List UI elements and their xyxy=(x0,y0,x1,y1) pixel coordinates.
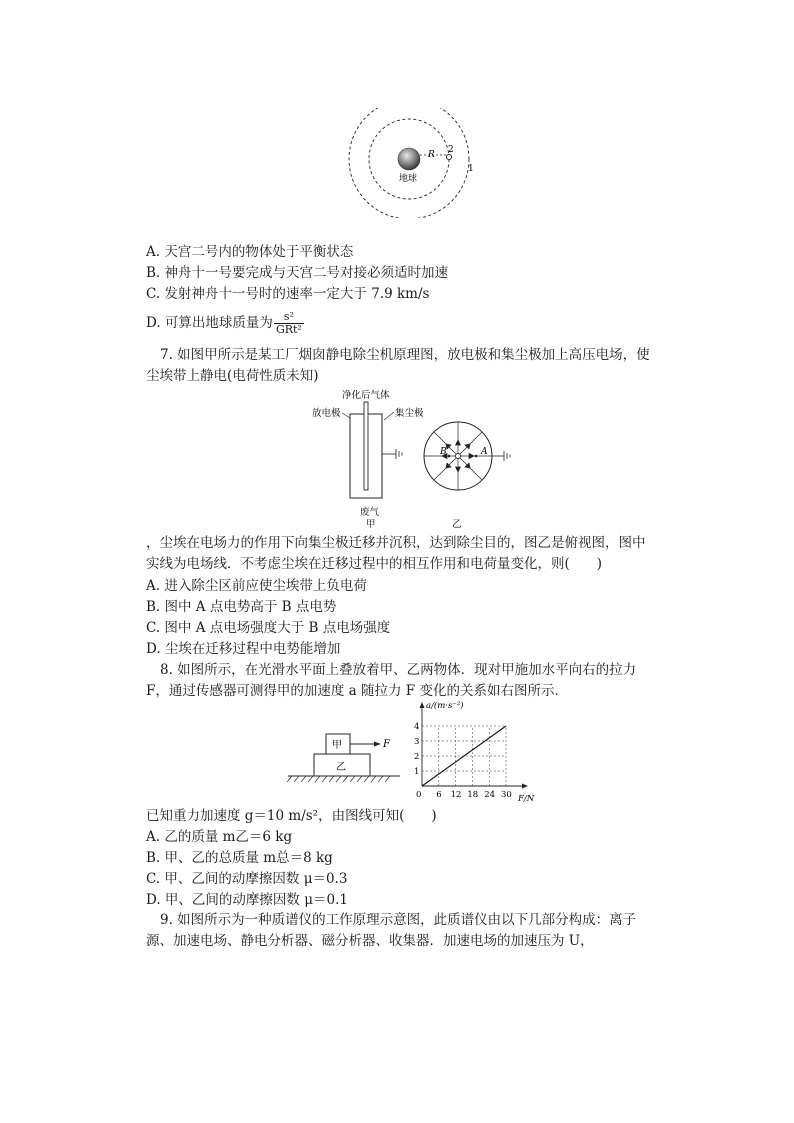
x-tick-label: 18 xyxy=(467,790,479,800)
q7-option-d: D. 尘埃在迁移过程中电势能增加 xyxy=(146,641,341,657)
ground-hatch xyxy=(378,776,383,782)
ground-hatch xyxy=(371,776,376,782)
y-axis-arrow xyxy=(420,702,425,708)
label-earth: 地球 xyxy=(399,174,418,184)
discharge-rod xyxy=(364,402,368,490)
ground-hatch xyxy=(294,776,299,782)
fraction-numerator: s² xyxy=(274,311,304,324)
label-collect: 集尘极 xyxy=(395,408,424,419)
q9-stem: 9. 如图所示为一种质谱仪的工作原理示意图，此质谱仪由以下几部分构成：离子源、加速电场、静电分析器、磁分析器、收集器．加速电场的加速压为 U， xyxy=(146,912,637,949)
x-tick-label: 24 xyxy=(484,790,496,800)
x-tick-label: 30 xyxy=(501,790,512,800)
chart-ylabel: a/(m·s⁻²) xyxy=(426,701,464,711)
earth xyxy=(398,148,420,170)
label-2: 2 xyxy=(448,145,454,155)
ground-hatch xyxy=(350,776,355,782)
ground-hatch xyxy=(357,776,362,782)
ground-hatch xyxy=(336,776,341,782)
y-tick-label: 4 xyxy=(414,722,420,732)
ground-hatch xyxy=(322,776,327,782)
q7-option-c: C. 图中 A 点电场强度大于 B 点电场强度 xyxy=(146,620,391,636)
x-axis-arrow xyxy=(522,784,528,789)
q7-option-b: B. 图中 A 点电势高于 B 点电势 xyxy=(146,599,337,615)
label-waste: 废气 xyxy=(360,507,380,518)
q7-stem-2: ，尘埃在电场力的作用下向集尘极迁移并沉积，达到除尘目的，图乙是俯视图，图中实线为电场线．不考虑尘埃在迁移过程中的相互作用和电荷量变化，则( ) xyxy=(146,535,646,572)
label-R: R xyxy=(428,150,435,160)
ground-hatch xyxy=(287,776,292,782)
q8-option-d: D. 甲、乙间的动摩擦因数 μ＝0.1 xyxy=(146,892,348,908)
q6-option-d-prefix: D. 可算出地球质量为 xyxy=(146,315,273,331)
ground-hatch xyxy=(329,776,334,782)
label-F: F xyxy=(383,739,390,750)
q8-option-b: B. 甲、乙的总质量 m总＝8 kg xyxy=(146,850,333,866)
q8-stem-1: 8. 如图所示，在光滑水平面上叠放着甲、乙两物体．现对甲施加水平向右的拉力 F，通过传感器可测得甲的加速度 a 随拉力 F 变化的关系如右图所示． xyxy=(146,662,637,699)
q8-option-a: A. 乙的质量 m乙＝6 kg xyxy=(146,829,293,845)
ground-hatch xyxy=(315,776,320,782)
ground-hatch xyxy=(301,776,306,782)
spacecraft-marker xyxy=(446,154,451,159)
label-jia-block: 甲 xyxy=(332,740,342,751)
ground-hatch xyxy=(364,776,369,782)
fraction-denominator: GRt² xyxy=(275,323,302,336)
label-yi: 乙 xyxy=(452,519,462,530)
label-clean-gas: 净化后气体 xyxy=(342,390,390,401)
chart-xlabel: F/N xyxy=(518,794,535,804)
ground-hatch xyxy=(343,776,348,782)
mass-fraction xyxy=(274,311,304,336)
q6-option-d xyxy=(146,311,304,336)
y-tick-label: 2 xyxy=(414,752,420,762)
q6-option-b: B. 神舟十一号要完成与天宫二号对接必须适时加速 xyxy=(146,265,449,281)
blocks-figure xyxy=(284,728,404,790)
label-B: B xyxy=(440,447,447,457)
y-tick-label: 3 xyxy=(414,737,420,747)
ground-hatch xyxy=(308,776,313,782)
chart-ticks xyxy=(414,722,512,800)
q7-stem-1: 7. 如图甲所示是某工厂烟囱静电除尘机原理图，放电极和集尘极加上高压电场，使尘埃带上静电(电荷性质未知) xyxy=(146,347,650,384)
y-tick-label: 1 xyxy=(414,767,420,777)
label-jia: 甲 xyxy=(366,519,376,530)
precipitator-figure xyxy=(308,384,528,530)
label-discharge: 放电极 xyxy=(312,408,341,419)
q7-option-a: A. 进入除尘区前应使尘埃带上负电荷 xyxy=(146,578,367,594)
label-yi-block: 乙 xyxy=(336,762,346,773)
q6-option-c: C. 发射神舟十一号时的速率一定大于 7.9 km/s xyxy=(146,286,430,302)
chart-origin-label: 0 xyxy=(416,790,422,800)
x-tick-label: 12 xyxy=(450,790,462,800)
accel-chart xyxy=(400,698,550,804)
q6-option-a: A. 天宫二号内的物体处于平衡状态 xyxy=(146,244,354,260)
label-1: 1 xyxy=(468,164,474,174)
ground-hatch xyxy=(385,776,390,782)
orbit-figure xyxy=(340,108,485,218)
q8-option-c: C. 甲、乙间的动摩擦因数 μ＝0.3 xyxy=(146,871,348,887)
label-A: A xyxy=(481,447,488,457)
q8-stem-2: 已知重力加速度 g＝10 m/s²，由图线可知( ) xyxy=(146,808,437,824)
x-tick-label: 6 xyxy=(436,790,442,800)
point-B xyxy=(448,455,451,458)
point-A xyxy=(475,455,478,458)
